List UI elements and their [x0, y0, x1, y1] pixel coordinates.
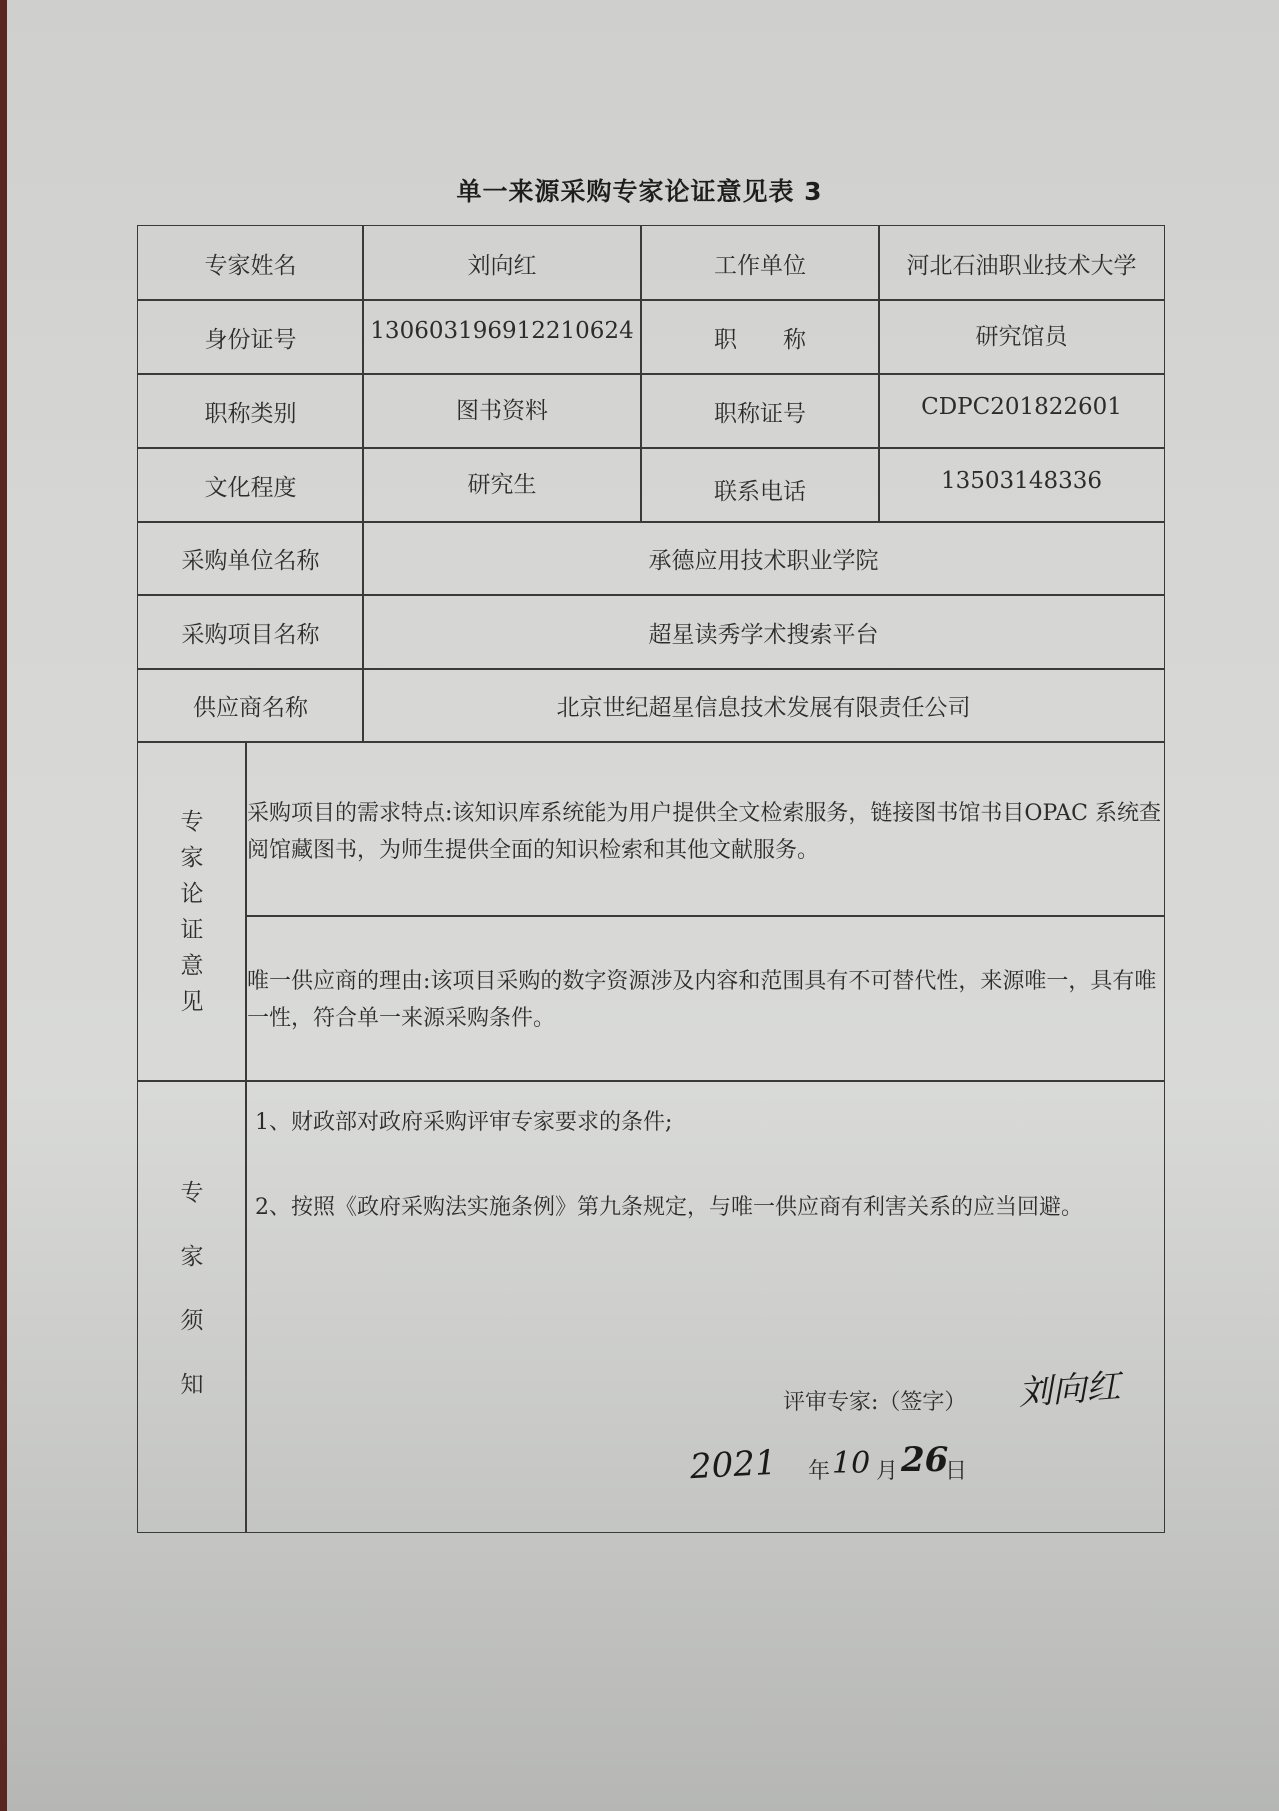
label-project-name: 采购项目名称 [137, 594, 364, 670]
value-title-cert-number: CDPC201822601 [878, 373, 1165, 449]
label-work-unit: 工作单位 [640, 225, 880, 301]
label-supplier-name: 供应商名称 [137, 668, 364, 743]
opinion-requirement-text: 采购项目的需求特点:该知识库系统能为用户提供全文检索服务，链接图书馆书目OPAC 系统查阅馆藏图书，为师生提供全面的知识检索和其他文献服务。 [247, 801, 1161, 863]
value-title: 研究馆员 [878, 299, 1165, 375]
opinion-label-char: 论 [180, 880, 204, 907]
label-expert-name: 专家姓名 [137, 225, 364, 301]
notice-label-char: 家 [180, 1244, 204, 1270]
value-work-unit: 河北石油职业技术大学 [878, 225, 1165, 301]
opinion-label-char: 见 [180, 988, 204, 1015]
value-phone: 13503148336 [878, 447, 1165, 523]
notice-label-char: 专 [180, 1180, 204, 1206]
value-education: 研究生 [362, 447, 642, 523]
label-purchaser-name: 采购单位名称 [137, 521, 364, 596]
value-id-number: 130603196912210624 [362, 299, 642, 375]
value-purchaser-name: 承德应用技术职业学院 [362, 521, 1165, 596]
label-title: 职 称 [640, 299, 880, 375]
date-month-handwritten: 10 [832, 1446, 871, 1481]
label-title-category: 职称类别 [137, 373, 364, 449]
date-month-label: 月 [876, 1459, 899, 1484]
opinion-label-char: 意 [180, 952, 204, 979]
opinion-reason-text: 唯一供应商的理由:该项目采购的数字资源涉及内容和范围具有不可替代性，来源唯一，具有唯一性，符合单一来源采购条件。 [247, 969, 1157, 1031]
label-id-number: 身份证号 [137, 299, 364, 375]
date-day-label: 日 [945, 1459, 968, 1484]
opinion-label-char: 证 [180, 916, 204, 943]
handwritten-signature: 刘向红 [1016, 1366, 1122, 1414]
date-year-handwritten: 2021 [689, 1442, 778, 1488]
label-education: 文化程度 [137, 447, 364, 523]
notice-item-1: 1、财政部对政府采购评审专家要求的条件; [255, 1110, 673, 1135]
label-phone: 联系电话 [640, 447, 880, 523]
notice-item-2: 2、按照《政府采购法实施条例》第九条规定，与唯一供应商有利害关系的应当回避。 [255, 1195, 1083, 1220]
opinion-label-char: 专 [180, 808, 204, 835]
opinion-section-label [137, 741, 247, 1082]
notice-section-label [137, 1080, 247, 1533]
opinion-label-char: 家 [180, 844, 204, 871]
document-title: 单一来源采购专家论证意见表 3 [456, 177, 823, 206]
value-supplier-name: 北京世纪超星信息技术发展有限责任公司 [362, 668, 1165, 743]
date-year-label: 年 [808, 1459, 831, 1484]
notice-label-char: 须 [180, 1308, 204, 1334]
date-day-handwritten: 26 [901, 1440, 949, 1480]
signature-label: 评审专家:（签字） [783, 1390, 967, 1415]
page-edge-shadow [0, 0, 7, 1811]
value-expert-name: 刘向红 [362, 225, 642, 301]
value-title-category: 图书资料 [362, 373, 642, 449]
value-project-name: 超星读秀学术搜索平台 [362, 594, 1165, 670]
notice-label-char: 知 [180, 1372, 204, 1398]
label-title-cert-number: 职称证号 [640, 373, 880, 449]
